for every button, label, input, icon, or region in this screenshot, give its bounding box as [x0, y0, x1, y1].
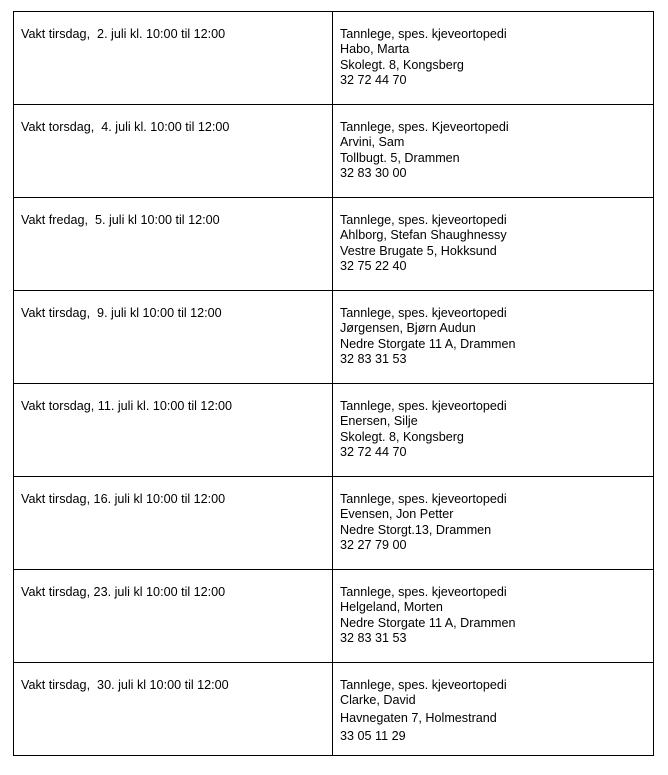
dentist-name: Clarke, David [340, 693, 416, 708]
dentist-address: Tollbugt. 5, Drammen [340, 150, 460, 165]
dentist-cell [333, 663, 654, 756]
shift-text: Vakt torsdag, 11. juli kl. 10:00 til 12:00 [21, 399, 232, 413]
shift-text: Vakt tirsdag, 30. juli kl 10:00 til 12:00 [21, 678, 229, 692]
dentist-phone: 32 83 31 53 [340, 351, 407, 366]
specialty-text: Tannlege, spes. kjeveortopedi [340, 678, 507, 692]
dentist-name: Jørgensen, Bjørn Audun [340, 321, 476, 336]
dentist-cell [333, 570, 654, 663]
table-row [14, 105, 654, 198]
dentist-name: Enersen, Silje [340, 414, 418, 429]
shift-text: Vakt tirsdag, 23. juli kl 10:00 til 12:00 [21, 585, 226, 599]
table-row [14, 291, 654, 384]
table-row [14, 12, 654, 105]
dentist-phone: 32 72 44 70 [340, 72, 407, 87]
shift-cell [14, 105, 333, 198]
specialty-text: Tannlege, spes. kjeveortopedi [340, 213, 507, 227]
shift-cell [14, 384, 333, 477]
dentist-cell [333, 12, 654, 105]
shift-cell [14, 291, 333, 384]
dentist-address: Nedre Storgate 11 A, Drammen [340, 615, 516, 630]
shift-cell [14, 198, 333, 291]
dentist-cell [333, 477, 654, 570]
dentist-phone: 32 83 30 00 [340, 165, 407, 180]
specialty-text: Tannlege, spes. Kjeveortopedi [340, 120, 509, 134]
specialty-text: Tannlege, spes. kjeveortopedi [340, 306, 507, 320]
dentist-name: Evensen, Jon Petter [340, 507, 454, 522]
dentist-phone: 32 72 44 70 [340, 444, 407, 459]
dentist-address: Vestre Brugate 5, Hokksund [340, 243, 497, 258]
shift-cell [14, 12, 333, 105]
specialty-text: Tannlege, spes. kjeveortopedi [340, 492, 507, 506]
specialty-text: Tannlege, spes. kjeveortopedi [340, 27, 507, 41]
table-row [14, 384, 654, 477]
on-call-rows [14, 12, 654, 756]
dentist-address: Havnegaten 7, Holmestrand [340, 710, 497, 725]
shift-cell [14, 663, 333, 756]
dentist-cell [333, 198, 654, 291]
table-row [14, 570, 654, 663]
shift-text: Vakt tirsdag, 2. juli kl. 10:00 til 12:00 [21, 27, 226, 41]
dentist-address: Nedre Storgt.13, Drammen [340, 522, 492, 537]
dentist-phone: 33 05 11 29 [340, 728, 406, 743]
dentist-cell [333, 105, 654, 198]
dentist-name: Helgeland, Morten [340, 600, 443, 615]
dentist-phone: 32 75 22 40 [340, 258, 407, 273]
dentist-name: Habo, Marta [340, 42, 410, 57]
table-row [14, 477, 654, 570]
dentist-phone: 32 83 31 53 [340, 630, 407, 645]
dentist-address: Skolegt. 8, Kongsberg [340, 429, 464, 444]
shift-cell [14, 477, 333, 570]
dentist-cell [333, 384, 654, 477]
shift-text: Vakt tirsdag, 9. juli kl 10:00 til 12:00 [21, 306, 222, 320]
dentist-phone: 32 27 79 00 [340, 537, 407, 552]
table-row [14, 663, 654, 756]
specialty-text: Tannlege, spes. kjeveortopedi [340, 585, 507, 599]
dentist-address: Nedre Storgate 11 A, Drammen [340, 336, 516, 351]
dentist-name: Ahlborg, Stefan Shaughnessy [340, 228, 507, 243]
shift-text: Vakt torsdag, 4. juli kl. 10:00 til 12:00 [21, 120, 230, 134]
dentist-name: Arvini, Sam [340, 135, 405, 150]
dentist-cell [333, 291, 654, 384]
table-row [14, 198, 654, 291]
dental-on-call-table [13, 11, 654, 756]
shift-cell [14, 570, 333, 663]
dentist-address: Skolegt. 8, Kongsberg [340, 57, 464, 72]
shift-text: Vakt tirsdag, 16. juli kl 10:00 til 12:00 [21, 492, 226, 506]
shift-text: Vakt fredag, 5. juli kl 10:00 til 12:00 [21, 213, 220, 227]
specialty-text: Tannlege, spes. kjeveortopedi [340, 399, 507, 413]
